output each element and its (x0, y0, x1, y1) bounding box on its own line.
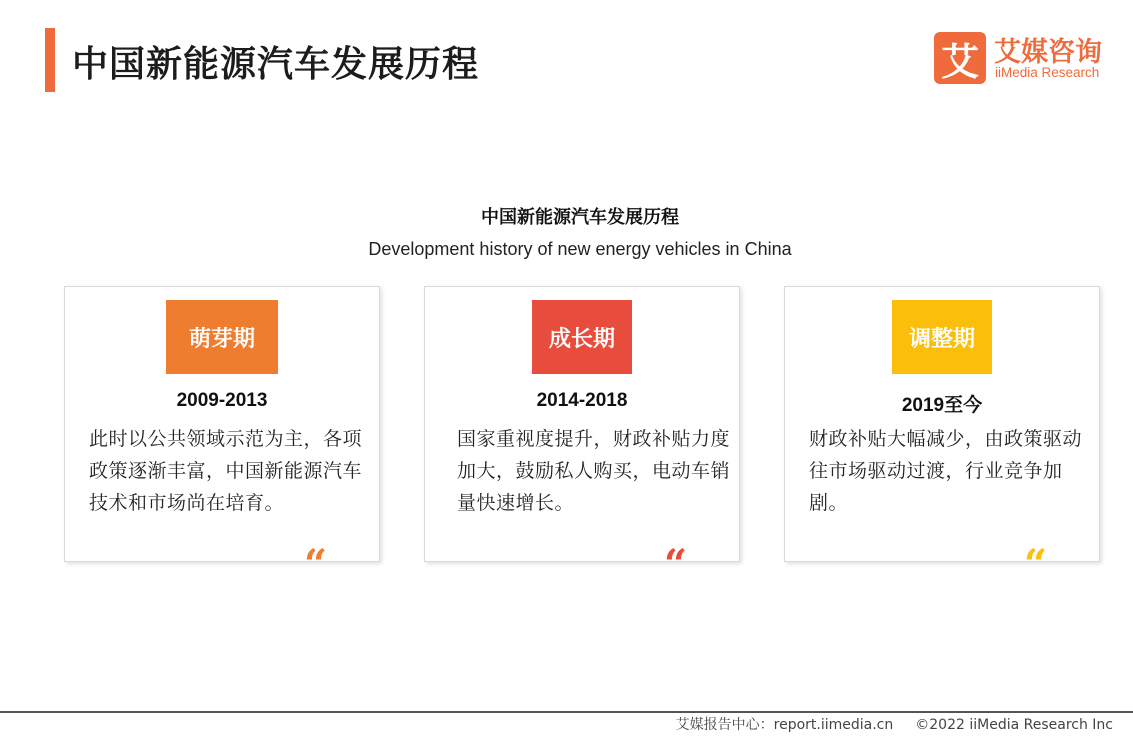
footer-source: 艾媒报告中心：report.iimedia.cn (675, 717, 894, 733)
footer (676, 714, 1113, 734)
stage-years: 2009-2013 (176, 390, 268, 411)
stage-card-1 (64, 286, 380, 588)
logo-name-cn: 艾媒咨询 (994, 37, 1102, 68)
stage-badge: 成长期 (532, 300, 632, 374)
footer-divider (0, 711, 1133, 713)
title-accent-bar (45, 28, 55, 92)
logo-mark: 艾 (934, 32, 986, 84)
figure-title: 中国新能源汽车发展历程 (481, 207, 679, 228)
stage-badge: 萌芽期 (166, 300, 278, 374)
stage-description: 财政补贴大幅减少，由政策驱动往市场驱动过渡，行业竞争加剧。 (809, 428, 1083, 514)
stage-card-2 (424, 286, 740, 588)
quote-mark-icon: “ (663, 541, 687, 588)
stage-card-3 (784, 286, 1100, 588)
stage-years: 2014-2018 (536, 390, 628, 411)
figure-subtitle: Development history of new energy vehicles in China (368, 239, 792, 259)
stage-years: 2019至今 (901, 395, 983, 416)
footer-copyright: ©2022 iiMedia Research Inc (915, 717, 1113, 733)
quote-mark-icon: “ (303, 541, 327, 588)
logo (934, 32, 1114, 86)
stage-badge: 调整期 (892, 300, 992, 374)
stage-description: 国家重视度提升，财政补贴力度加大，鼓励私人购买，电动车销量快速增长。 (457, 428, 731, 514)
page-title: 中国新能源汽车发展历程 (72, 44, 480, 85)
logo-name-en: iiMedia Research (995, 65, 1100, 80)
stage-description: 此时以公共领域示范为主，各项政策逐渐丰富，中国新能源汽车技术和市场尚在培育。 (89, 428, 363, 514)
quote-mark-icon: “ (1023, 541, 1047, 588)
